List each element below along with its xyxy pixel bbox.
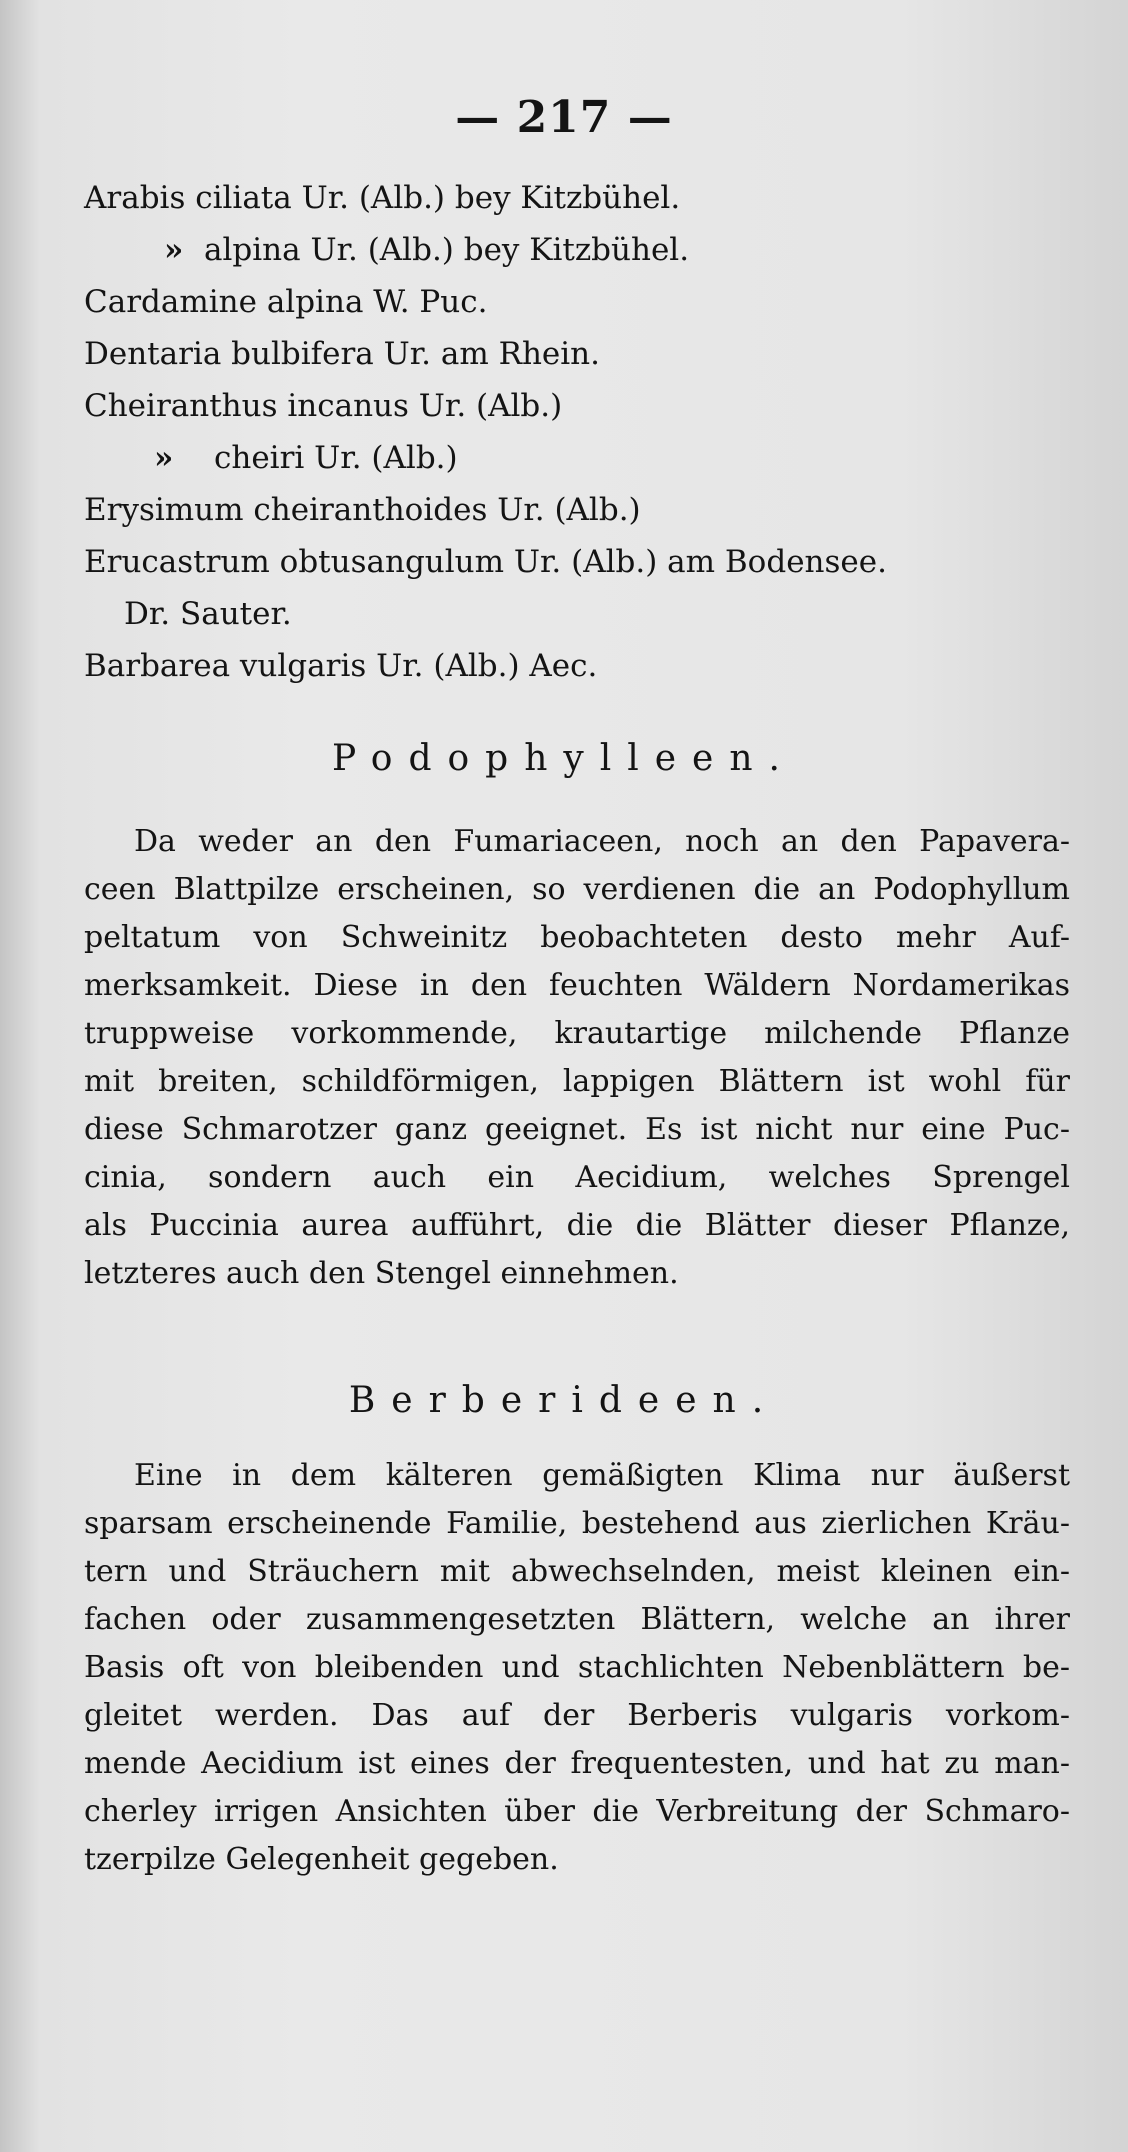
paragraph-line: Da weder an den Fumariaceen, noch an den Papavera- [134,824,1070,859]
plant-list-item: Dr. Sauter. [124,596,292,632]
paragraph-line: als Puccinia aurea aufführt, die die Blätter dieser Pflanze, [84,1208,1070,1243]
paragraph-line: mende Aecidium ist eines der frequentesten, und hat zu man- [84,1746,1070,1781]
paragraph-line: cinia, sondern auch ein Aecidium, welches Sprengel [84,1160,1070,1195]
plant-list-item: Erucastrum obtusangulum Ur. (Alb.) am Bodensee. [84,544,887,580]
paragraph-line: Basis oft von bleibenden und stachlichten Nebenblättern be- [84,1650,1070,1685]
paragraph-podophylleen [84,818,1070,1298]
paragraph-line: letzteres auch den Stengel einnehmen. [84,1256,679,1291]
paragraph-line: gleitet werden. Das auf der Berberis vulgaris vorkom- [84,1698,1070,1733]
paragraph-line: ceen Blattpilze erscheinen, so verdienen die an Podophyllum [84,872,1070,907]
plant-list-item: Barbarea vulgaris Ur. (Alb.) Aec. [84,648,598,684]
paragraph-line: tzerpilze Gelegenheit gegeben. [84,1842,559,1877]
plant-list-item: Dentaria bulbifera Ur. am Rhein. [84,336,600,372]
section-heading-berberideen: Berberideen. [348,1380,780,1421]
page-number: — 217 — [455,92,673,143]
paragraph-line: sparsam erscheinende Familie, bestehend aus zierlichen Kräu- [84,1506,1070,1541]
ditto-mark: » [154,440,174,476]
plant-list-item-text: alpina Ur. (Alb.) bey Kitzbühel. [204,232,690,268]
paragraph-berberideen [84,1452,1070,1884]
paragraph-line: cherley irrigen Ansichten über die Verbreitung der Schmaro- [84,1794,1070,1829]
plant-list-item: Cheiranthus incanus Ur. (Alb.) [84,388,563,424]
paragraph-line: merksamkeit. Diese in den feuchten Wäldern Nordamerikas [84,968,1070,1003]
plant-list [84,172,1084,692]
paragraph-line: Eine in dem kälteren gemäßigten Klima nur äußerst [134,1458,1070,1493]
paragraph-line: diese Schmarotzer ganz geeignet. Es ist nicht nur eine Puc- [84,1112,1070,1147]
paragraph-line: mit breiten, schildförmigen, lappigen Blättern ist wohl für [84,1064,1070,1099]
paragraph-line: peltatum von Schweinitz beobachteten desto mehr Auf- [84,920,1070,955]
paragraph-line: truppweise vorkommende, krautartige milchende Pflanze [84,1016,1070,1051]
plant-list-item [84,224,1084,276]
plant-list-item: Cardamine alpina W. Puc. [84,284,488,320]
ditto-mark: » [164,232,184,268]
paragraph-line: fachen oder zusammengesetzten Blättern, welche an ihrer [84,1602,1070,1637]
plant-list-item: Erysimum cheiranthoides Ur. (Alb.) [84,492,641,528]
plant-list-item: Arabis ciliata Ur. (Alb.) bey Kitzbühel. [84,180,681,216]
plant-list-item [84,432,1084,484]
section-heading-podophylleen: Podophylleen. [332,738,796,779]
paragraph-line: tern und Sträuchern mit abwechselnden, meist kleinen ein- [84,1554,1070,1589]
plant-list-item-text: cheiri Ur. (Alb.) [214,440,458,476]
